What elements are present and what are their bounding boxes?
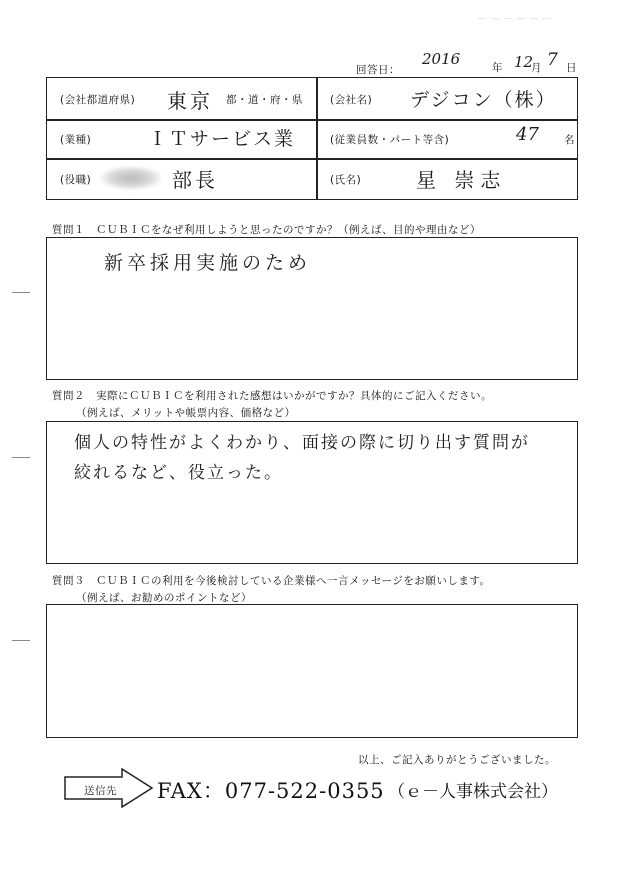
q1-answer: 新卒採用実施のため	[104, 252, 312, 274]
q3-label: 質問３ ＣＵＢＩＣの利用を今後検討している企業様へ一言メッセージをお願いします。	[52, 575, 491, 587]
name-value: 星 崇志	[416, 168, 507, 192]
q2-sublabel: （例えば、メリットや帳票内容、価格など）	[76, 407, 296, 419]
company-label: (会社名)	[330, 94, 373, 106]
prefecture-label: (会社都道府県)	[60, 94, 136, 106]
q2-label: 質問２ 実際にＣＵＢＩＣを利用された感想はいかがですか？具体的にご記入ください。	[52, 390, 492, 402]
q3-answer-box	[46, 604, 578, 738]
q1-label: 質問１ ＣＵＢＩＣをなぜ利用しようと思ったのですか？（例えば、目的や理由など）	[52, 224, 481, 236]
scan-mark	[12, 292, 30, 293]
info-row-divider	[46, 158, 578, 160]
employees-label: (従業員数・パート等含)	[330, 134, 450, 146]
answer-month: 12	[514, 53, 534, 71]
fax-company: （ｅ－人事株式会社）	[388, 782, 558, 802]
q2-answer-line2: 絞れるなど、役立った。	[74, 463, 283, 483]
month-unit: 月	[531, 62, 542, 74]
q3-sublabel: （例えば、お勧めのポイントなど）	[76, 592, 252, 604]
position-label: (役職)	[60, 174, 92, 186]
fax-number: FAX：077-522-0355	[157, 779, 385, 803]
scan-mark	[12, 640, 30, 641]
day-unit: 日	[566, 62, 577, 74]
scan-mark	[12, 457, 30, 458]
name-label: (氏名)	[330, 174, 362, 186]
answer-date	[356, 58, 400, 77]
info-table-divider	[316, 77, 318, 200]
industry-value: ＩＴサービス業	[148, 128, 296, 150]
answer-date-label: 回答日：	[356, 64, 400, 76]
answer-year: 2016	[422, 50, 461, 68]
prefecture-suffix: 都・道・府・県	[226, 94, 303, 106]
info-row-divider	[46, 119, 578, 121]
year-unit: 年	[492, 62, 503, 74]
answer-day: 7	[547, 50, 558, 70]
employees-value: 47	[516, 124, 539, 145]
closing-text: 以上、ご記入ありがとうございました。	[358, 754, 556, 766]
q2-answer-line1: 個人の特性がよくわかり、面接の際に切り出す質問が	[74, 433, 530, 453]
employees-unit: 名	[564, 134, 575, 146]
prefecture-value: 東京	[167, 89, 213, 113]
faint-header-text: — — — — — —	[478, 14, 552, 24]
redaction-blur	[100, 166, 162, 190]
position-value: 部長	[172, 168, 218, 192]
industry-label: (業種)	[60, 134, 92, 146]
company-value: デジコン（株）	[410, 89, 557, 111]
send-arrow-label: 送信先	[84, 785, 117, 797]
